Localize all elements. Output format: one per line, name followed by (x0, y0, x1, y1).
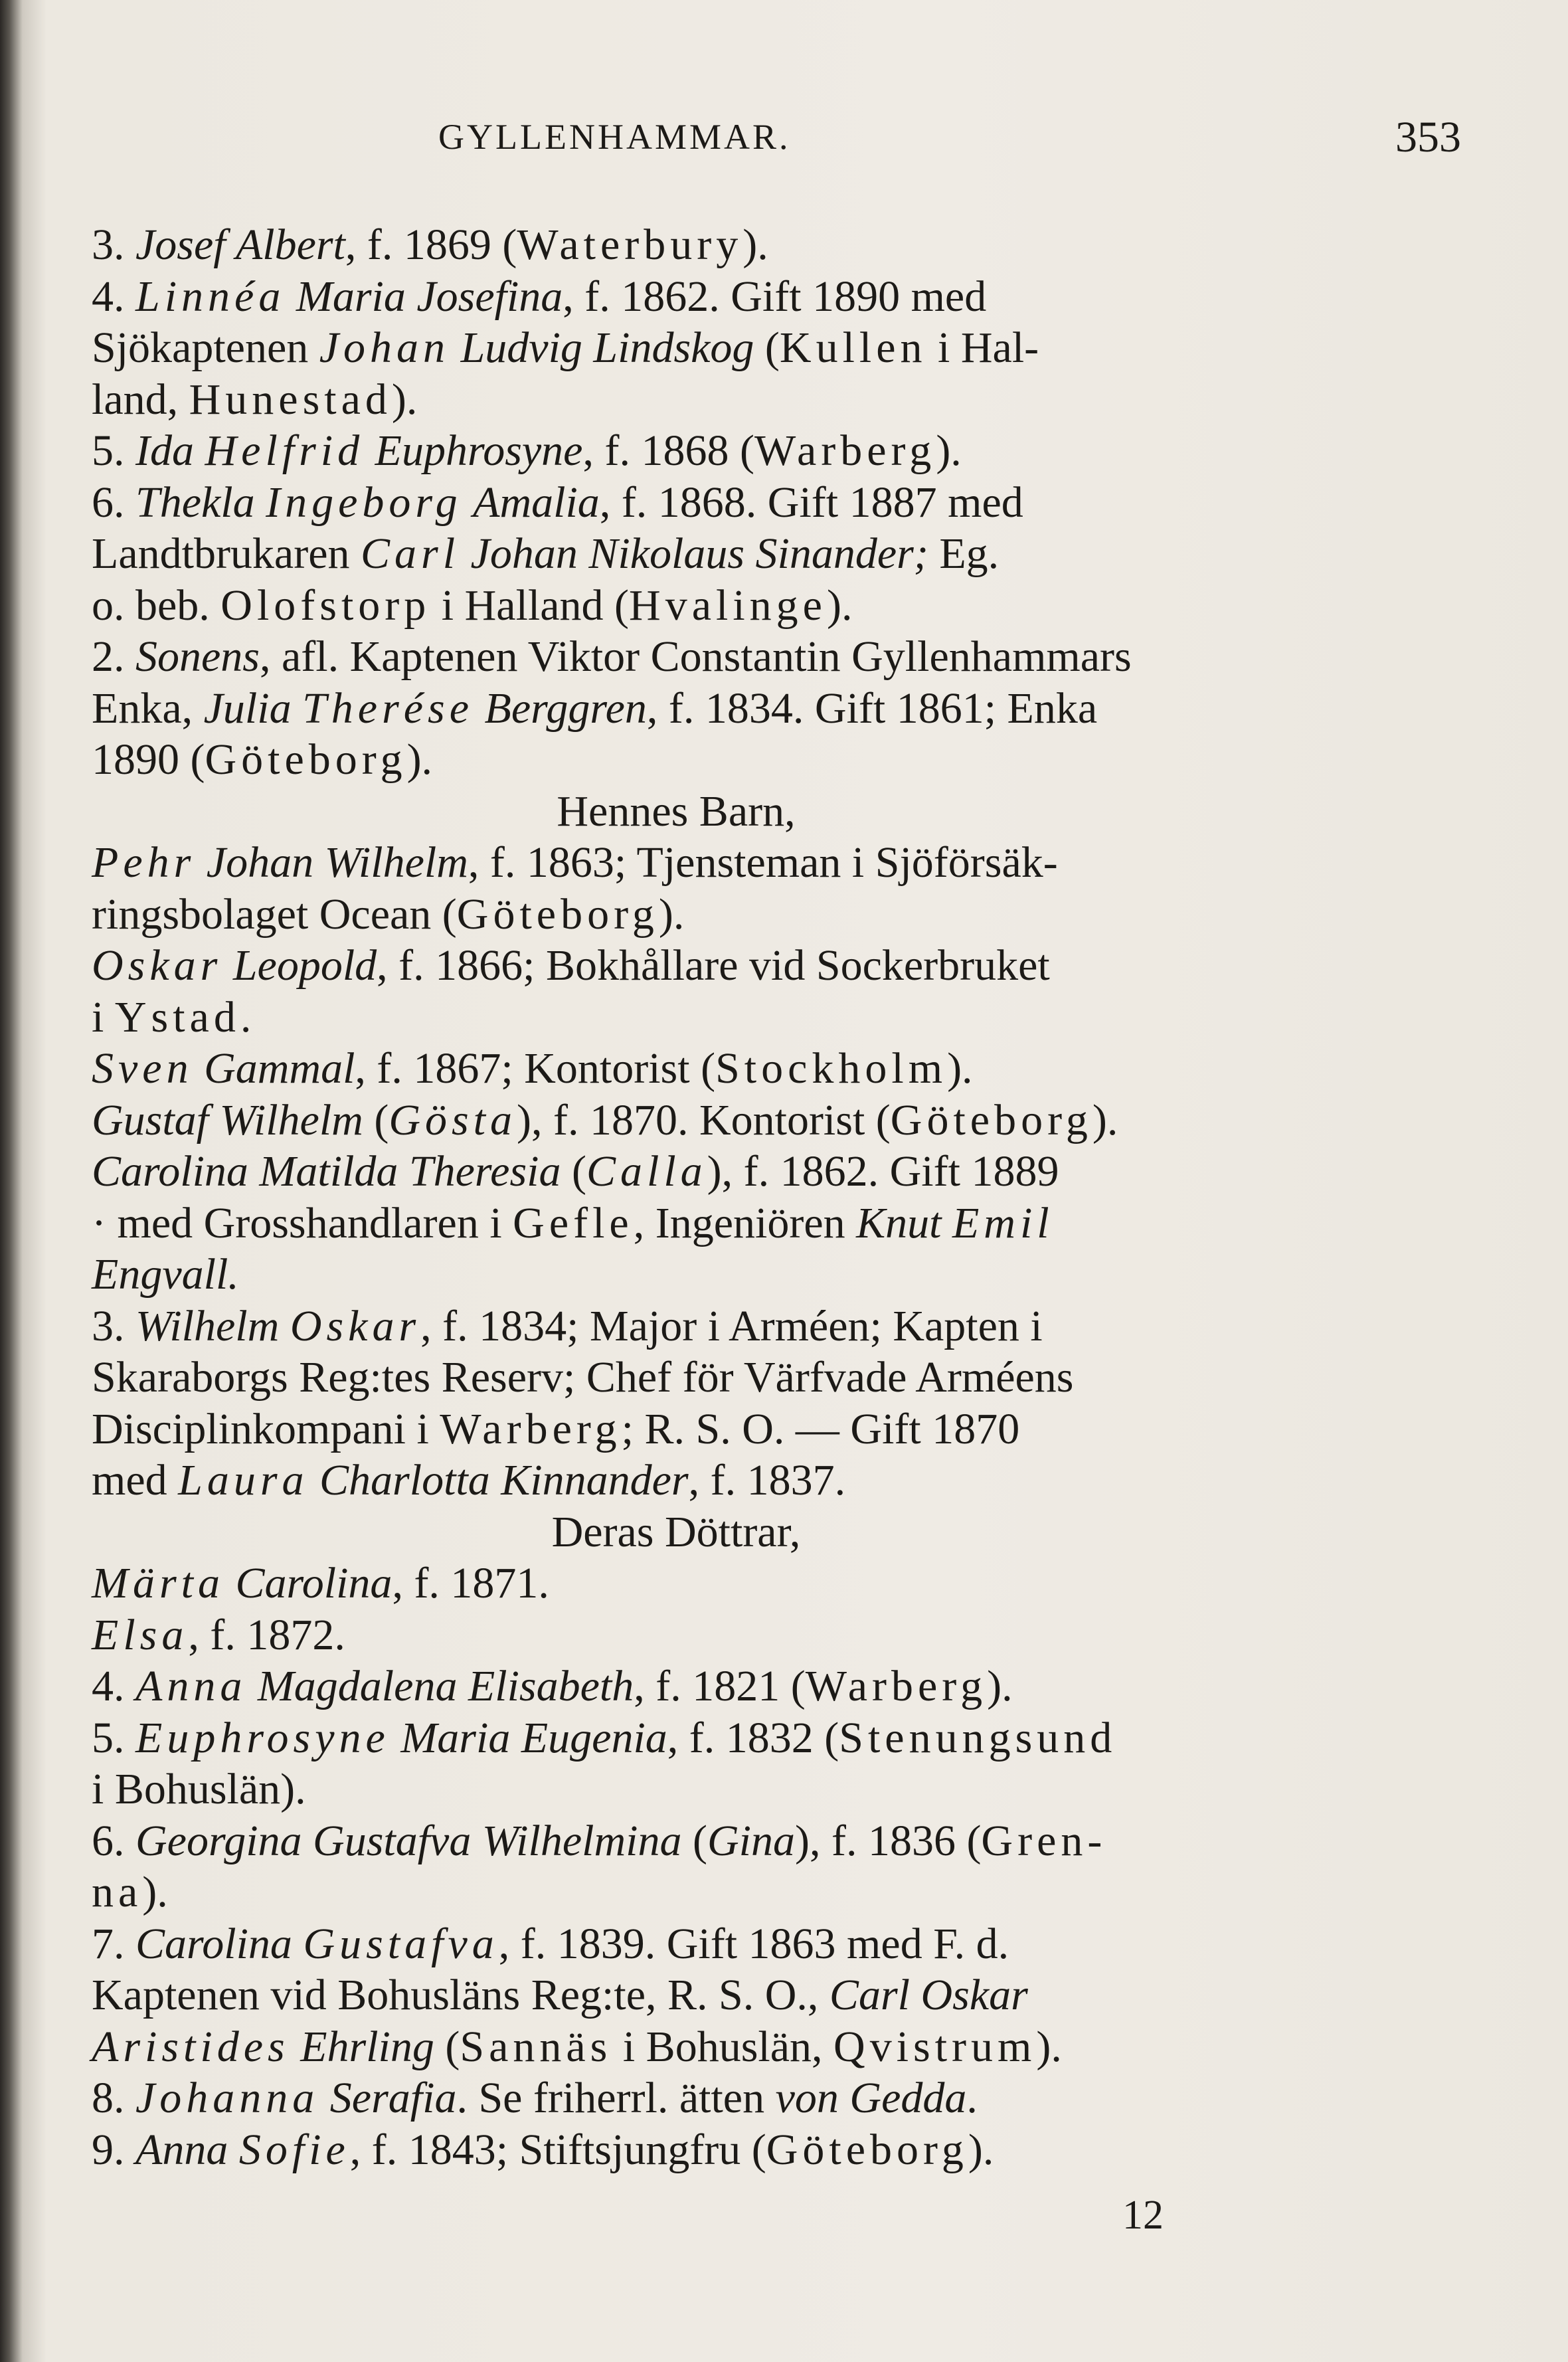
text-run: , Ingeniören (633, 1198, 857, 1247)
text-run: 6. (92, 1816, 135, 1865)
text-line (92, 580, 1261, 632)
text-run: Carl Oskar (829, 1971, 1028, 2019)
text-run: ringsbolaget Ocean ( (92, 889, 457, 939)
text-run (285, 272, 296, 321)
text-run: Leopold (232, 941, 377, 990)
text-run: , f. 1837. (688, 1456, 846, 1504)
text-run: , f. 1821 ( (634, 1662, 806, 1710)
text-run: Ystad (114, 992, 240, 1042)
text-run: 9. (92, 2125, 135, 2174)
text-run: Berggren (484, 683, 647, 733)
text-run: Sofie (238, 2125, 350, 2174)
text-run: Ludvig Lindskog (460, 323, 754, 372)
text-line (92, 477, 1261, 529)
text-run: Aristides (92, 2022, 290, 2071)
printer-signature: 12 (1122, 2193, 1164, 2238)
text-run (246, 1662, 258, 1710)
text-run: 4. (92, 272, 135, 321)
text-run: Wilhelm (135, 1301, 280, 1350)
text-run: Calla (586, 1147, 707, 1196)
text-run: ). (987, 1662, 1013, 1710)
text-run: Märta (92, 1559, 224, 1607)
text-line (92, 2124, 1261, 2176)
text-run: von Gedda (775, 2074, 967, 2122)
text-run: Knut (856, 1198, 942, 1247)
text-line (92, 940, 1261, 992)
text-run: ). (1036, 2022, 1062, 2071)
text-line (92, 322, 1261, 374)
text-run: Ehrling (300, 2022, 434, 2071)
text-run: Warberg (805, 1662, 988, 1710)
text-run: Engvall. (92, 1250, 239, 1299)
text-run: Disciplinkompani i (92, 1404, 440, 1453)
text-run: , f. 1872. (188, 1610, 345, 1659)
text-run: Ingeborg (266, 478, 462, 527)
text-run: Qvistrum (833, 2022, 1037, 2071)
text-run: Johan (319, 323, 450, 372)
text-line (92, 2021, 1261, 2073)
text-run: Eg. (928, 529, 1000, 578)
text-run: ). (406, 735, 433, 784)
text-run: , f. 1867; Kontorist ( (355, 1044, 716, 1093)
text-run: ), f. 1862. Gift 1889 (707, 1147, 1059, 1196)
text-run: Landtbrukaren (92, 529, 361, 578)
text-run: Deras Döttrar, (551, 1507, 801, 1556)
text-line (92, 1815, 1261, 1867)
text-run: Ida (135, 426, 194, 475)
page-header (93, 113, 1461, 169)
text-run: , f. 1839. Gift 1863 med F. d. (498, 1919, 1009, 1968)
text-run: 5. (92, 426, 135, 475)
text-line (92, 1404, 1261, 1455)
text-run: ), f. 1836 ( (794, 1816, 982, 1865)
text-run (390, 1714, 401, 1762)
text-line (92, 219, 1261, 271)
text-run: i Hal- (926, 323, 1039, 372)
text-run: ). (968, 2125, 994, 2174)
text-run: ; R. S. O. — Gift 1870 (621, 1404, 1020, 1453)
text-run: Carolina (135, 1919, 292, 1968)
text-line (92, 837, 1261, 889)
running-title: GYLLENHAMMAR. (438, 117, 791, 157)
text-run: , f. 1862. Gift 1890 med (563, 272, 987, 321)
text-run: ). (391, 375, 418, 424)
text-run: Stockholm (715, 1044, 948, 1093)
text-line (92, 2072, 1261, 2124)
text-run: Johanna (135, 2074, 319, 2122)
text-run: 5. (92, 1713, 135, 1762)
section-heading (92, 1506, 1261, 1558)
text-run: , f. 1868 ( (582, 426, 754, 475)
text-run: Maria Eugenia (400, 1713, 667, 1762)
text-line (92, 1352, 1261, 1404)
text-run: Josef Albert (135, 221, 345, 269)
text-run: ( (363, 1095, 389, 1144)
text-run (224, 1559, 236, 1607)
text-run: ). (742, 221, 768, 269)
text-run: Thekla (135, 478, 255, 527)
text-run: Hunestad (189, 375, 392, 424)
text-run (450, 323, 461, 372)
text-run (941, 1199, 952, 1247)
text-run: Carolina (235, 1559, 392, 1607)
text-run: Laura (178, 1456, 309, 1504)
text-run (460, 529, 471, 578)
text-run: Maria Josefina (296, 272, 563, 321)
text-run: i Halland ( (430, 581, 630, 630)
text-run: Therése (302, 683, 474, 733)
text-run (194, 426, 205, 475)
text-run: Gustaf Wilhelm (92, 1095, 363, 1144)
text-run: ( (434, 2022, 460, 2071)
text-run: Stenungsund (839, 1713, 1117, 1762)
text-run: ). (947, 1044, 973, 1093)
text-run: Carl (361, 529, 460, 578)
text-run: 4. (92, 1662, 135, 1710)
page-number: 353 (1395, 113, 1461, 161)
text-line (92, 1095, 1261, 1146)
text-run: . (240, 992, 252, 1042)
text-line (92, 992, 1261, 1044)
text-line (92, 1198, 1261, 1249)
text-run: Magdalena Elisabeth (257, 1662, 634, 1710)
text-line (92, 1301, 1261, 1352)
text-run: ( (561, 1147, 586, 1196)
text-run: med (92, 1456, 179, 1504)
text-run: Serafia (329, 2074, 457, 2122)
text-run: , f. 1869 ( (345, 221, 517, 269)
text-run: Gina (707, 1816, 795, 1865)
text-run: Linnéa (135, 272, 286, 321)
text-run: Sjökaptenen (92, 323, 319, 372)
text-run: Gren- (981, 1816, 1107, 1865)
text-line (92, 1661, 1261, 1712)
text-line (92, 734, 1261, 786)
text-run: Oskar (290, 1301, 421, 1350)
text-run: Hvalinge (629, 581, 827, 630)
text-line (92, 1558, 1261, 1609)
text-line (92, 528, 1261, 580)
text-run: Anna (135, 2125, 228, 2174)
text-run: Anna (135, 1662, 247, 1710)
text-run: , f. 1863; Tjensteman i Sjöförsäk- (468, 838, 1058, 887)
text-run: Skaraborgs Reg:tes Reserv; Chef för Värfvade Arméens (92, 1353, 1074, 1402)
text-run: Göteborg (766, 2125, 968, 2174)
text-run: ). (936, 426, 962, 475)
text-run (462, 478, 474, 527)
text-run: Kaptenen vid Bohusläns Reg:te, R. S. O., (92, 1971, 829, 2019)
text-run: . Se friherrl. ätten (456, 2074, 776, 2122)
text-run: Göteborg (456, 889, 659, 939)
text-run: Helfrid (205, 426, 365, 475)
text-line (92, 889, 1261, 941)
text-run (474, 684, 485, 733)
text-run: Euphrosyne (375, 426, 583, 475)
text-run: , f. 1868. Gift 1887 med (599, 478, 1023, 527)
text-run (292, 1920, 304, 1968)
text-run: , f. 1866; Bokhållare vid Sockerbruket (377, 941, 1050, 990)
text-run: , afl. Kaptenen Viktor Constantin Gyllenhammars (259, 632, 1132, 681)
text-run: Amalia (473, 478, 600, 527)
text-run: Kullen (779, 323, 927, 372)
text-run: ( (754, 323, 780, 372)
text-run: Georgina Gustafva Wilhelmina (135, 1816, 682, 1865)
text-line (92, 1146, 1261, 1198)
text-run: Gösta (389, 1095, 517, 1144)
text-line (92, 1249, 1261, 1301)
text-run: Warberg (754, 426, 936, 475)
text-run (255, 478, 266, 527)
text-run: Charlotta Kinnander (319, 1456, 689, 1504)
text-run: o. beb. (92, 581, 221, 630)
text-line (92, 1866, 1261, 1918)
text-run: 8. (92, 2074, 135, 2122)
text-run: Oskar (92, 941, 222, 990)
text-run: Pehr (92, 838, 196, 887)
text-run: Gammal (204, 1044, 355, 1093)
text-run (195, 838, 207, 887)
text-run (319, 2074, 330, 2122)
text-run: Johan Wilhelm (206, 838, 468, 887)
text-line (92, 271, 1261, 323)
text-run: ). (142, 1868, 168, 1916)
text-line (92, 1918, 1261, 1970)
text-line (92, 1609, 1261, 1661)
text-run: Hennes Barn, (557, 786, 796, 836)
text-run: land, (92, 375, 189, 424)
text-run (279, 1302, 290, 1350)
text-run: Julia (203, 683, 292, 733)
text-run: 6. (92, 478, 135, 527)
text-run: ). (658, 889, 685, 939)
text-line (92, 1764, 1261, 1815)
text-run: 3. (92, 221, 135, 269)
text-run: . (966, 2074, 978, 2122)
text-run (228, 2126, 239, 2174)
text-run: i Bohuslän). (92, 1765, 306, 1813)
text-run: Göteborg (890, 1095, 1092, 1144)
text-run: Gustafva (303, 1919, 499, 1968)
text-run: , f. 1834; Major i Arméen; Kapten i (420, 1301, 1043, 1350)
text-run: Warberg (440, 1404, 622, 1453)
text-run: na (92, 1868, 143, 1916)
text-run: , f. 1871. (392, 1559, 549, 1607)
text-run (292, 684, 303, 733)
text-line (92, 1455, 1261, 1506)
text-run: ), f. 1870. Kontorist ( (517, 1095, 891, 1144)
text-run: 1890 ( (92, 735, 205, 784)
text-run: Sven (92, 1044, 193, 1093)
text-run (309, 1456, 320, 1504)
text-run: ( (681, 1816, 707, 1865)
text-run: Sonens (135, 632, 260, 681)
text-run: , f. 1843; Stiftsjungfru ( (349, 2125, 766, 2174)
text-line (92, 425, 1261, 477)
text-run (193, 1044, 205, 1093)
text-line (92, 631, 1261, 683)
text-run: Olofstorp (220, 581, 431, 630)
text-line (92, 1712, 1261, 1764)
text-line (92, 374, 1261, 426)
section-heading (92, 786, 1261, 838)
text-run: Emil (952, 1198, 1054, 1247)
text-run: i Bohuslän, (612, 2022, 834, 2071)
text-line (92, 1969, 1261, 2021)
text-run: , f. 1832 ( (667, 1713, 839, 1762)
text-run: Sannäs (460, 2022, 612, 2071)
text-run: Euphrosyne (135, 1713, 390, 1762)
text-run: 7. (92, 1919, 135, 1968)
text-run: Carolina Matilda Theresia (92, 1147, 561, 1196)
text-run: · med Grosshandlaren i (92, 1198, 513, 1247)
text-line (92, 683, 1261, 735)
text-run: Göteborg (205, 735, 407, 784)
text-run: , f. 1834. Gift 1861; Enka (646, 683, 1098, 733)
text-run: i (92, 992, 115, 1042)
text-run: 3. (92, 1301, 135, 1350)
text-run: Waterbury (517, 221, 743, 269)
text-run (364, 426, 375, 475)
text-run: Enka, (92, 683, 204, 733)
text-run: Elsa (92, 1610, 189, 1659)
text-run: Gefle (513, 1198, 634, 1247)
text-run: ). (1092, 1095, 1118, 1144)
text-run (222, 941, 233, 990)
text-run (290, 2023, 301, 2071)
text-line (92, 1043, 1261, 1095)
text-run: 2. (92, 632, 135, 681)
text-run: Johan Nikolaus Sinander; (470, 529, 928, 578)
text-run: ). (826, 581, 853, 630)
genealogy-text (92, 219, 1261, 2175)
